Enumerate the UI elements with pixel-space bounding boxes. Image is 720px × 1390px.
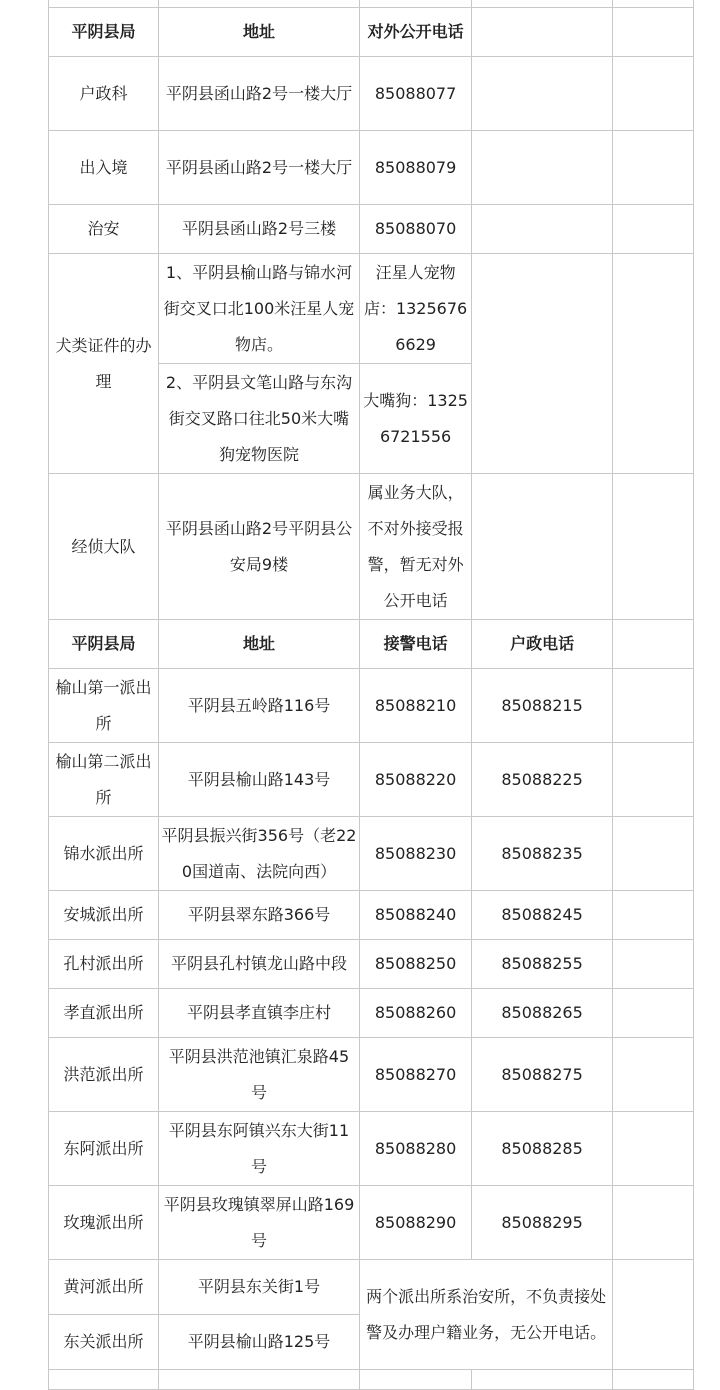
huzheng-phone: 85088265 bbox=[472, 989, 613, 1038]
alarm-phone: 85088250 bbox=[360, 940, 472, 989]
alarm-phone: 85088210 bbox=[360, 669, 472, 743]
table-row bbox=[49, 131, 694, 205]
address-cell: 平阴县函山路2号一楼大厅 bbox=[158, 131, 359, 205]
huzheng-phone: 85088295 bbox=[472, 1186, 613, 1260]
table-row bbox=[49, 669, 694, 743]
alarm-phone: 85088220 bbox=[360, 743, 472, 817]
alarm-phone: 85088280 bbox=[360, 1112, 472, 1186]
station-address: 平阴县振兴街356号（老220国道南、法院向西） bbox=[158, 817, 359, 891]
phone-cell: 85088070 bbox=[360, 205, 472, 254]
table-row bbox=[49, 1260, 694, 1315]
section1-header-row bbox=[49, 8, 694, 57]
station-name: 孝直派出所 bbox=[49, 989, 159, 1038]
station-address: 平阴县翠东路366号 bbox=[158, 891, 359, 940]
address-cell: 2、平阴县文笔山路与东沟街交叉路口往北50米大嘴狗宠物医院 bbox=[158, 364, 359, 474]
station-address: 平阴县洪范池镇汇泉路45号 bbox=[158, 1038, 359, 1112]
table-row bbox=[49, 891, 694, 940]
alarm-phone: 85088240 bbox=[360, 891, 472, 940]
special-note: 两个派出所系治安所，不负责接处警及办理户籍业务，无公开电话。 bbox=[360, 1260, 613, 1370]
station-address: 平阴县孝直镇李庄村 bbox=[158, 989, 359, 1038]
huzheng-phone: 85088215 bbox=[472, 669, 613, 743]
header-address: 地址 bbox=[158, 620, 359, 669]
phone-cell: 汪星人宠物店：13256766629 bbox=[360, 254, 472, 364]
alarm-phone: 85088290 bbox=[360, 1186, 472, 1260]
huzheng-phone: 85088235 bbox=[472, 817, 613, 891]
station-address: 平阴县玫瑰镇翠屏山路169号 bbox=[158, 1186, 359, 1260]
table-row bbox=[49, 1112, 694, 1186]
huzheng-phone: 85088275 bbox=[472, 1038, 613, 1112]
section2-header-row bbox=[49, 620, 694, 669]
huzheng-phone: 85088245 bbox=[472, 891, 613, 940]
table-row bbox=[49, 474, 694, 620]
dept-cell: 犬类证件的办理 bbox=[49, 254, 159, 474]
header-huzheng-phone: 户政电话 bbox=[472, 620, 613, 669]
alarm-phone: 85088260 bbox=[360, 989, 472, 1038]
station-address: 平阴县东关街1号 bbox=[158, 1260, 359, 1315]
table-row bbox=[49, 205, 694, 254]
dept-cell: 经侦大队 bbox=[49, 474, 159, 620]
phone-cell: 85088077 bbox=[360, 57, 472, 131]
table-row bbox=[49, 989, 694, 1038]
station-address: 平阴县榆山路125号 bbox=[158, 1315, 359, 1370]
huzheng-phone: 85088285 bbox=[472, 1112, 613, 1186]
table-row bbox=[49, 940, 694, 989]
address-cell: 平阴县函山路2号三楼 bbox=[158, 205, 359, 254]
blank-row bbox=[49, 0, 694, 8]
header-public-phone: 对外公开电话 bbox=[360, 8, 472, 57]
address-cell: 平阴县函山路2号平阴县公安局9楼 bbox=[158, 474, 359, 620]
station-name: 东关派出所 bbox=[49, 1315, 159, 1370]
dept-cell: 出入境 bbox=[49, 131, 159, 205]
phone-cell: 属业务大队，不对外接受报警，暂无对外公开电话 bbox=[360, 474, 472, 620]
station-name: 孔村派出所 bbox=[49, 940, 159, 989]
station-name: 洪范派出所 bbox=[49, 1038, 159, 1112]
station-address: 平阴县榆山路143号 bbox=[158, 743, 359, 817]
table-row bbox=[49, 817, 694, 891]
station-name: 榆山第二派出所 bbox=[49, 743, 159, 817]
station-address: 平阴县东阿镇兴东大街11号 bbox=[158, 1112, 359, 1186]
table-row bbox=[49, 254, 694, 364]
station-name: 黄河派出所 bbox=[49, 1260, 159, 1315]
table-row bbox=[49, 1038, 694, 1112]
alarm-phone: 85088230 bbox=[360, 817, 472, 891]
police-contact-table bbox=[48, 0, 694, 1390]
address-cell: 平阴县函山路2号一楼大厅 bbox=[158, 57, 359, 131]
station-name: 安城派出所 bbox=[49, 891, 159, 940]
huzheng-phone: 85088255 bbox=[472, 940, 613, 989]
dept-cell: 户政科 bbox=[49, 57, 159, 131]
phone-cell: 85088079 bbox=[360, 131, 472, 205]
station-name: 玫瑰派出所 bbox=[49, 1186, 159, 1260]
header-dept: 平阴县局 bbox=[49, 620, 159, 669]
station-name: 榆山第一派出所 bbox=[49, 669, 159, 743]
table-row bbox=[49, 1370, 694, 1390]
dept-cell: 治安 bbox=[49, 205, 159, 254]
phone-cell: 大嘴狗：13256721556 bbox=[360, 364, 472, 474]
huzheng-phone: 85088225 bbox=[472, 743, 613, 817]
station-name: 东阿派出所 bbox=[49, 1112, 159, 1186]
header-dept: 平阴县局 bbox=[49, 8, 159, 57]
station-address: 平阴县五岭路116号 bbox=[158, 669, 359, 743]
alarm-phone: 85088270 bbox=[360, 1038, 472, 1112]
table-row bbox=[49, 743, 694, 817]
header-address: 地址 bbox=[158, 8, 359, 57]
header-alarm-phone: 接警电话 bbox=[360, 620, 472, 669]
station-name: 锦水派出所 bbox=[49, 817, 159, 891]
address-cell: 1、平阴县榆山路与锦水河街交叉口北100米汪星人宠物店。 bbox=[158, 254, 359, 364]
station-address: 平阴县孔村镇龙山路中段 bbox=[158, 940, 359, 989]
table-row bbox=[49, 1186, 694, 1260]
table-row bbox=[49, 57, 694, 131]
